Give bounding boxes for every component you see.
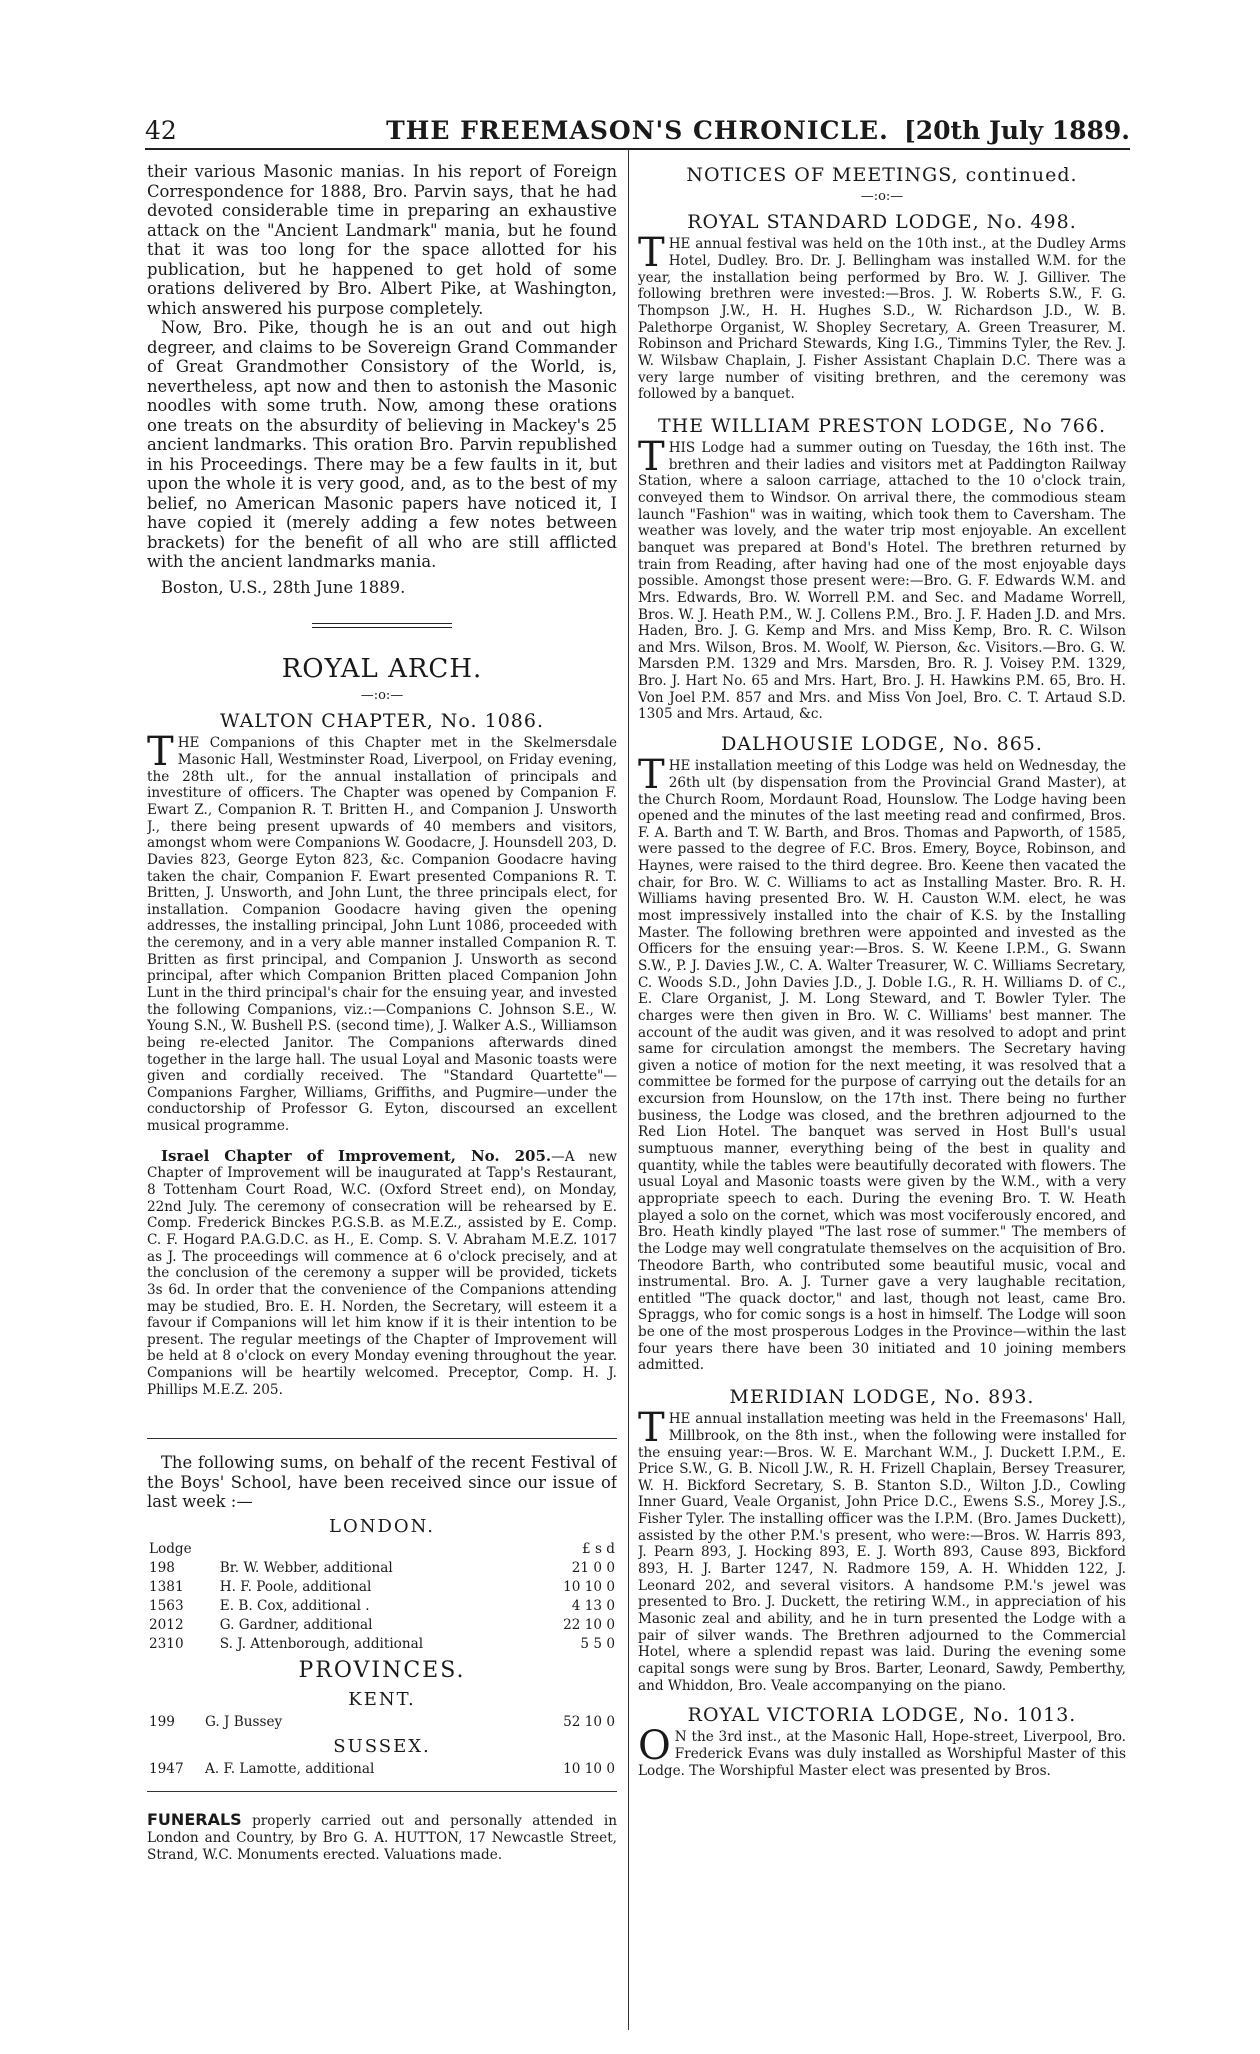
advert-heading: FUNERALS: [147, 1809, 242, 1829]
amount: 22 10 0: [563, 1617, 615, 1634]
masthead-title: THE FREEMASON'S CHRONICLE.: [386, 116, 889, 145]
notice-text: —A new Chapter of Improvement will be inaugurated at Tapp's Restaurant, 8 Tottenham Court Road, W.C. (Oxford Street end), on Monday, 22nd July. The ceremony of consecration will be rehearsed by E. Comp. Frederick Binckes P.G.S.B. as M.E.Z., assisted by E. Comp. C. F. Hogard P.A.G.D.C. as H., E. Comp. S. V. Abraham M.E.Z. 1017 as J. The proceedings will commence at 6 o'clock precisely, and at the conclusion of the ceremony a supper will be provided, tickets 3s 6d. In order that the convenience of the Companions attending may be studied, Bro. E. H. Norden, the Secretary, will esteem it a favour if Companions will let him know if it is their intention to be present. The regular meetings of the Chapter of Improvement will be held at 8 o'clock on every Monday evening throughout the year. Companions will be heartily welcomed. Preceptor, Comp. H. J. Phillips M.E.Z. 205.: [147, 1148, 617, 1398]
report-text: HE installation meeting of this Lodge was held on Wednesday, the 26th ult (by dispensation from the Provincial Grand Master), at the Church Room, Mordaunt Road, Hounslow. The Lodge having been opened and the minutes of the last meeting read and confirmed, Bros. F. A. Barth and T. W. Barth, and Bros. Thomas and Papworth, of 1585, were passed to the degree of F.C. Bros. Emery, Boyce, Robinson, and Haynes, were raised to the third degree. Bro. Keene then vacated the chair, for Bro. W. C. Williams to act as Installing Master. Bro. R. H. Williams having presented Bro. W. H. Causton W.M. elect, he was most impressively installed into the chair of K.S. by the Installing Master. The following brethren were appointed and invested as the Officers for the ensuing year:—Bros. S. W. Keene I.P.M., G. Swann S.W., P. J. Davies J.W., C. A. Walter Treasurer, W. C. Williams Secretary, C. Woods S.D., John Davies J.D., J. Doble I.G., R. H. Williams D. of C., E. Clare Organist, J. M. Long Steward, and T. Bowler Tyler. The charges were then given in Bro. W. C. Williams' best manner. The account of the audit was given, and it was resolved to adopt and print same for circulation amongst the members. The Secretary having given a notice of motion for the next meeting, it was resolved that a committee be formed for the purpose of carrying out the details for an excursion from Hounslow, on the 17th inst. There being no further business, the Lodge was closed, and the brethren adjourned to the Red Lion Hotel. The banquet was served in Host Bull's usual sumptuous manner, everything being of the best in quality and quantity, while the tables were beautifully decorated with flowers. The usual Loyal and Masonic toasts were given by the W.M., with a very appropriate speech to each. During the evening Bro. T. W. Heath played a solo on the cornet, which was most vociferously encored, and Bro. Heath kindly played "The last rose of summer." The members of the Lodge may well congratulate themselves on the acquisition of Bro. Theodore Barth, who contributed some beautiful music, vocal and instrumental. Bro. A. J. Turner gave a very laughable recitation, entitled "The quack doctor," and last, though not least, came Bro. Spraggs, who for comic songs is a host in himself. The Lodge will soon be one of the most prosperous Lodges in the Province—within the last four years there have been 30 initiated and 10 joining members admitted.: [638, 758, 1126, 1374]
dalhousie-heading: DALHOUSIE LODGE, No. 865.: [721, 733, 1043, 756]
right-column: [638, 162, 1126, 2022]
ornament-separator: —:o:—: [360, 688, 404, 704]
sussex-subscriptions-table: [147, 1760, 617, 1779]
section-divider: [312, 623, 452, 628]
meridian-heading: MERIDIAN LODGE, No. 893.: [729, 1385, 1035, 1408]
article-signoff: Boston, U.S., 28th June 1889.: [161, 577, 406, 597]
left-column: [147, 162, 617, 2022]
amount: 10 10 0: [563, 1761, 615, 1778]
donor-name: S. J. Attenborough, additional: [219, 1636, 424, 1653]
divider-line: [147, 1438, 617, 1439]
drop-cap: T: [638, 230, 665, 277]
amount: 10 10 0: [563, 1579, 615, 1596]
table-row: [147, 1597, 617, 1616]
drop-cap: T: [638, 434, 665, 481]
donor-name: E. B. Cox, additional .: [219, 1598, 370, 1615]
donor-name: A. F. Lamotte, additional: [205, 1761, 375, 1778]
walton-chapter-heading: WALTON CHAPTER, No. 1086.: [219, 710, 545, 733]
drop-cap: O: [638, 1723, 671, 1770]
report-text: HE annual installation meeting was held in the Freemasons' Hall, Millbrook, on the 8th inst., when the following were installed for the ensuing year:—Bros. W. E. Marchant W.M., J. Duckett I.P.M., E. Price S.W., G. B. Nicoll J.W., R. H. Frizell Chaplain, Bersey Treasurer, W. H. Bickford Secretary, S. B. Stanton S.D., Wilton J.D., Cowling Inner Guard, Veale Organist, John Price D.C., Ewens S.S., Morey J.S., Fisher Tyler. The installing officer was the I.P.M. (Bro. James Duckett), assisted by the other P.M.'s present, who were:—Bros. W. Harris 893, J. Pearn 893, J. Hocking 893, E. J. Worth 893, Cause 893, Bickford 893, H. J. Barter 1247, N. Radmore 159, A. H. Whidden 122, J. Leonard 202, and several visitors. A handsome P.M.'s jewel was presented to Bro. J. Duckett, the retiring W.M., in appreciation of his Masonic zeal and ability, and he in turn presented the Lodge with a pair of silver wands. The Brethren adjourned to the Commercial Hotel, where a splendid repast was laid. During the evening some capital songs were sung by Bros. Barter, Leonard, Sawdy, Pemberthy, and Whiddon, Bro. Veale accompanying on the piano.: [638, 1411, 1126, 1694]
walton-chapter-report: [147, 729, 617, 1135]
lsd-column-header: £ s d: [582, 1541, 615, 1558]
lodge-number: 198: [149, 1560, 175, 1577]
donor-name: G. Gardner, additional: [219, 1617, 373, 1634]
london-heading: LONDON.: [329, 1515, 435, 1537]
amount: 5 5 0: [580, 1636, 615, 1653]
table-row: [147, 1616, 617, 1635]
william-preston-report: [638, 434, 1126, 723]
sussex-heading: SUSSEX.: [333, 1735, 431, 1757]
table-row: [147, 1713, 617, 1732]
article-paragraph: Now, Bro. Pike, though he is an out and out high degreer, and claims to be Sovereign Grand Commander of Great Grandmother Consistory of the World, is, nevertheless, apt now and then to astonish the Masonic noodles with some truth. Now, among these orations one treats on the absurdity of believing in Mackey's 25 ancient landmarks. This oration Bro. Parvin republished in his Proceedings. There may be a few faults in it, but upon the whole it is very good, and, as to the best of my belief, no American Masonic papers have noticed it, I have copied it (merely adding a few notes between brackets) for the benefit of all who are still afflicted with the ancient landmarks mania.: [147, 318, 617, 572]
royal-standard-heading: ROYAL STANDARD LODGE, No. 498.: [687, 211, 1077, 234]
lodge-number: 1947: [149, 1761, 184, 1778]
page-number: 42: [145, 116, 177, 145]
page-header: [145, 112, 1130, 150]
table-row: [147, 1635, 617, 1654]
column-rule: [628, 150, 629, 2030]
table-header-row: [147, 1540, 617, 1559]
drop-cap: T: [638, 1405, 665, 1452]
london-subscriptions-table: [147, 1540, 617, 1654]
lodge-number: 2012: [149, 1617, 184, 1634]
report-text: N the 3rd inst., at the Masonic Hall, Hope-street, Liverpool, Bro. Frederick Evans was duly installed as Worshipful Master of this Lodge. The Worshipful Master elect was presented by Bros.: [638, 1729, 1126, 1779]
royal-standard-report: [638, 230, 1126, 403]
table-row: [147, 1760, 617, 1779]
donor-name: H. F. Poole, additional: [219, 1579, 372, 1596]
subscriptions-intro: The following sums, on behalf of the recent Festival of the Boys' School, have been received since our issue of last week :—: [147, 1453, 617, 1512]
divider-line: [147, 1791, 617, 1792]
advert-text: properly carried out and personally attended in London and Country, by Bro G. A. HUTTON, 17 Newcastle Street, Strand, W.C. Monuments erected. Valuations made.: [147, 1812, 617, 1863]
royal-victoria-heading: ROYAL VICTORIA LODGE, No. 1013.: [687, 1704, 1077, 1727]
royal-victoria-report: [638, 1723, 1126, 1779]
table-row: [147, 1578, 617, 1597]
amount: 52 10 0: [563, 1714, 615, 1731]
lodge-number: 2310: [149, 1636, 184, 1653]
table-row: [147, 1559, 617, 1578]
article-paragraph: their various Masonic manias. In his report of Foreign Correspondence for 1888, Bro. Parvin says, that he had devoted considerable time in preparing an exhaustive attack on the "Ancient Landmark" mania, but he found that it was too long for the space allotted for his publication, but he happened to get hold of some orations delivered by Bro. Albert Pike, at Washington, which answered his purpose completely.: [147, 162, 617, 318]
notice-heading: Israel Chapter of Improvement, No. 205.: [161, 1146, 552, 1165]
william-preston-heading: THE WILLIAM PRESTON LODGE, No 766.: [658, 414, 1106, 437]
israel-chapter-notice: [147, 1147, 617, 1399]
amount: 21 0 0: [571, 1560, 615, 1577]
donor-name: G. J Bussey: [205, 1714, 283, 1731]
report-text: HIS Lodge had a summer outing on Tuesday, the 16th inst. The brethren and their ladies and visitors met at Paddington Railway Station, where a saloon carriage, attached to the 10 o'clock train, conveyed them to Windsor. On arrival there, the commodious steam launch "Fashion" was in waiting, which took them to Caversham. The weather was lovely, and the water trip most enjoyable. An excellent banquet was prepared at Bond's Hotel. The brethren returned by train from Reading, after having had one of the most enjoyable days possible. Amongst those present were:—Bro. G. F. Edwards W.M. and Mrs. Edwards, Bro. W. Worrell P.M. and Sec. and Madame Worrell, Bros. W. J. Heath P.M., W. J. Collens P.M., Bro. J. F. Haden J.D. and Mrs. Haden, Bro. J. G. Kemp and Mrs. and Miss Kemp, Bro. R. C. Wilson and Mrs. Wilson, Bros. M. Woolf, W. Pierson, &c. Visitors.—Bro. G. W. Marsden P.M. 1329 and Mrs. Marsden, Bro. R. J. Voisey P.M. 1329, Bro. J. Hart No. 65 and Mrs. Hart, Bro. J. H. Hawkins P.M. 65, Bro. H. Von Joel P.M. 857 and Mrs. and Miss Von Joel, Bro. C. T. Artaud S.D. 1305 and Mrs. Artaud, &c.: [638, 440, 1126, 723]
lodge-number: 1381: [149, 1579, 184, 1596]
provinces-heading: PROVINCES.: [298, 1657, 466, 1683]
donor-name: Br. W. Webber, additional: [219, 1560, 393, 1577]
report-text: HE Companions of this Chapter met in the Skelmersdale Masonic Hall, Westminster Road, Liverpool, on Friday evening, the 28th ult., for the annual installation of principals and investiture of officers. The Chapter was opened by Companion F. Ewart Z., Companion R. T. Britten H., and Companion J. Unsworth J., there being present upwards of 40 members and visitors, amongst whom were Companions W. Goodacre, J. Hounsdell 203, D. Davies 823, George Eyton 823, &c. Companion Goodacre having taken the chair, Companion F. Ewart presented Companions R. T. Britten, J. Unsworth, and John Lunt, the three principals elect, for installation. Companion Goodacre having given the opening addresses, the installing principal, John Lunt 1086, proceeded with the ceremony, and in a very able manner installed Companion R. T. Britten as first principal, and Companion J. Unsworth as second principal, after which Companion Britten placed Companion John Lunt in the third principal's chair for the ensuing year, and invested the following Companions, viz.:—Companions C. Johnson S.E., W. Young S.N., W. Bushell P.S. (second time), J. Walker A.S., Williamson being re-elected Janitor. The Companions afterwards dined together in the large hall. The usual Loyal and Masonic toasts were given and cordially received. The "Standard Quartette"—Companions Fargher, Williams, Griffiths, and Pugmire—under the conductorship of Professor G. Eyton, discoursed an excellent musical programme.: [147, 735, 617, 1135]
notices-heading: NOTICES OF MEETINGS, continued.: [686, 164, 1078, 186]
issue-date: [20th July 1889.: [903, 116, 1130, 145]
report-text: HE annual festival was held on the 10th inst., at the Dudley Arms Hotel, Dudley. Bro. Dr. J. Bellingham was installed W.M. for the year, the installation being performed by Bro. W. J. Gilliver. The following brethren were invested:—Bros. J. W. Roberts S.W., F. G. Thompson J.W., H. H. Hughes S.D., W. Richardson J.D., W. B. Palethorpe Organist, W. Shopley Secretary, A. Green Treasurer, M. Robinson and Prichard Stewards, King I.G., Timmins Tyler, the Rev. J. W. Wilsbaw Chaplain, J. Fisher Assistant Chaplain D.C. There was a very large number of visiting brethren, and the ceremony was followed by a banquet.: [638, 236, 1126, 403]
meridian-report: [638, 1405, 1126, 1694]
ornament-separator: —:o:—: [860, 189, 904, 205]
amount: 4 13 0: [571, 1598, 615, 1615]
funerals-advertisement: [147, 1810, 617, 1864]
section-title-royal-arch: ROYAL ARCH.: [281, 654, 483, 685]
dalhousie-report: [638, 752, 1126, 1374]
lodge-number: 199: [149, 1714, 175, 1731]
kent-subscriptions-table: [147, 1713, 617, 1732]
kent-heading: KENT.: [348, 1688, 416, 1710]
drop-cap: T: [147, 729, 174, 776]
drop-cap: T: [638, 752, 665, 799]
lodge-column-header: Lodge: [149, 1541, 192, 1558]
lodge-number: 1563: [149, 1598, 184, 1615]
